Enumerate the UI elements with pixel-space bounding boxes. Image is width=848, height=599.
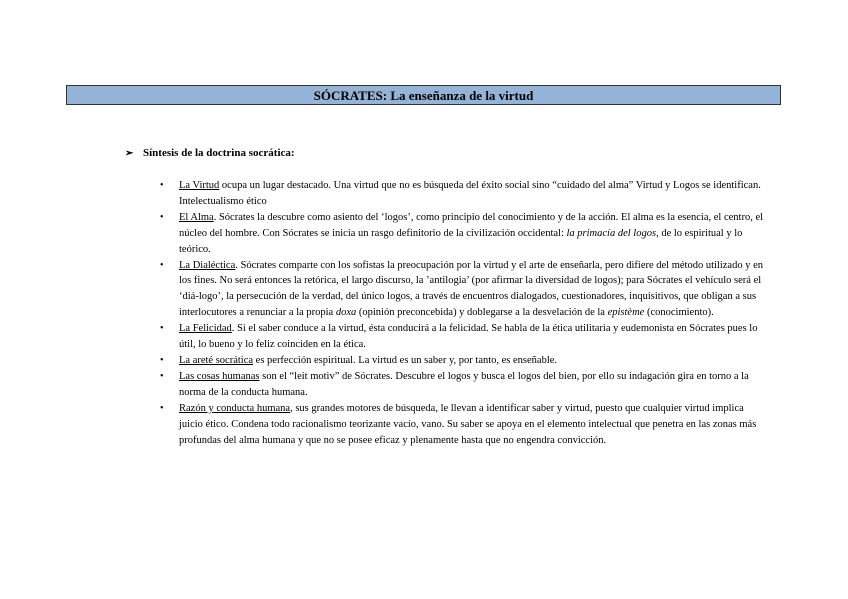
bullet-icon: • — [160, 402, 164, 414]
list-item — [160, 321, 770, 353]
list-item — [160, 258, 770, 322]
item-term: La Virtud — [179, 180, 220, 191]
list-item — [160, 178, 770, 210]
item-text: (conocimiento). — [644, 307, 714, 319]
section-heading-text: Síntesis de la doctrina socrática: — [143, 147, 295, 159]
arrow-bullet-icon: ➢ — [125, 148, 134, 159]
item-emphasis: epistème — [607, 307, 645, 319]
item-emphasis: doxa — [335, 307, 357, 319]
bullet-icon: • — [160, 323, 164, 335]
section-heading — [125, 146, 295, 161]
item-term: La Felicidad — [179, 323, 232, 335]
item-text: . Sócrates la descubre como asiento del ‘logos’, como principio del conocimiento y de la acción. El alma es la esencia, el centro, el núcleo del hombre. Con Sócrates se inicia un rasgo definitorio de la civilización occidental: — [179, 211, 764, 239]
item-term: La areté socrática — [179, 354, 254, 366]
item-term: La Dialéctica — [179, 259, 236, 271]
item-text: . Sócrates comparte con los sofistas la preocupación por la virtud y el arte de enseñarla, pero difiere del método utilizado y en los fines. No será entonces la retórica, el largo discurso, la ’antilogia’ (por afirmar la diversidad de logos); para Sócrates el vehículo será el ‘diá-logo’, la persecución de la verdad, del único logos, a través de encuentros dialogados, cuestionadores, inquisitivos, que obligan a sus interlocutores a renunciar a la propia — [179, 259, 763, 319]
item-text: son el “leit motiv” de Sócrates. Descubre el logos y busca el logos del bien, por ello su indagación gira en torno a la norma de la conducta humana. — [179, 370, 749, 398]
document-title: SÓCRATES: La enseñanza de la virtud — [66, 85, 781, 105]
list-item — [160, 369, 770, 401]
list-item — [160, 210, 770, 258]
item-text: , de lo espiritual y lo teórico. — [179, 227, 743, 255]
bullet-icon: • — [160, 354, 164, 366]
item-text: ocupa un lugar destacado. Una virtud que no es búsqueda del éxito social sino “cuidado del alma” Virtud y Logos se identifican. Intelectualismo ético — [179, 180, 761, 207]
item-text: . Si el saber conduce a la virtud, ésta conducirá a la felicidad. Se habla de la ética utilitaria y eudemonista en Sócrates pues lo útil, lo bueno y lo feliz coinciden en la ética. — [179, 323, 758, 351]
item-text: es perfección espiritual. La virtud es un saber y, por tanto, es enseñable. — [253, 354, 558, 366]
bullet-icon: • — [160, 370, 164, 382]
bullet-icon: • — [160, 211, 164, 223]
doctrine-list — [160, 178, 770, 448]
item-text: , sus grandes motores de búsqueda, le llevan a identificar saber y virtud, puesto que cualquier virtud implica juicio ético. Condena todo racionalismo teorizante vacío, vano. Su saber se apoya en el elemento intelectual que penetra en las zonas más profundas del alma humana y que no se posee eficaz y plenamente hasta que no engendra convicción. — [179, 402, 757, 446]
list-item — [160, 401, 770, 449]
item-term: El Alma — [179, 211, 214, 223]
item-term: Razón y conducta humana — [179, 402, 291, 414]
item-emphasis: la primacía del logos — [566, 227, 657, 239]
item-text: (opinión preconcebida) y doblegarse a la desvelación de la — [356, 307, 608, 319]
list-item — [160, 353, 770, 369]
bullet-icon: • — [160, 259, 164, 271]
item-term: Las cosas humanas — [179, 370, 260, 382]
bullet-icon: • — [160, 180, 164, 191]
